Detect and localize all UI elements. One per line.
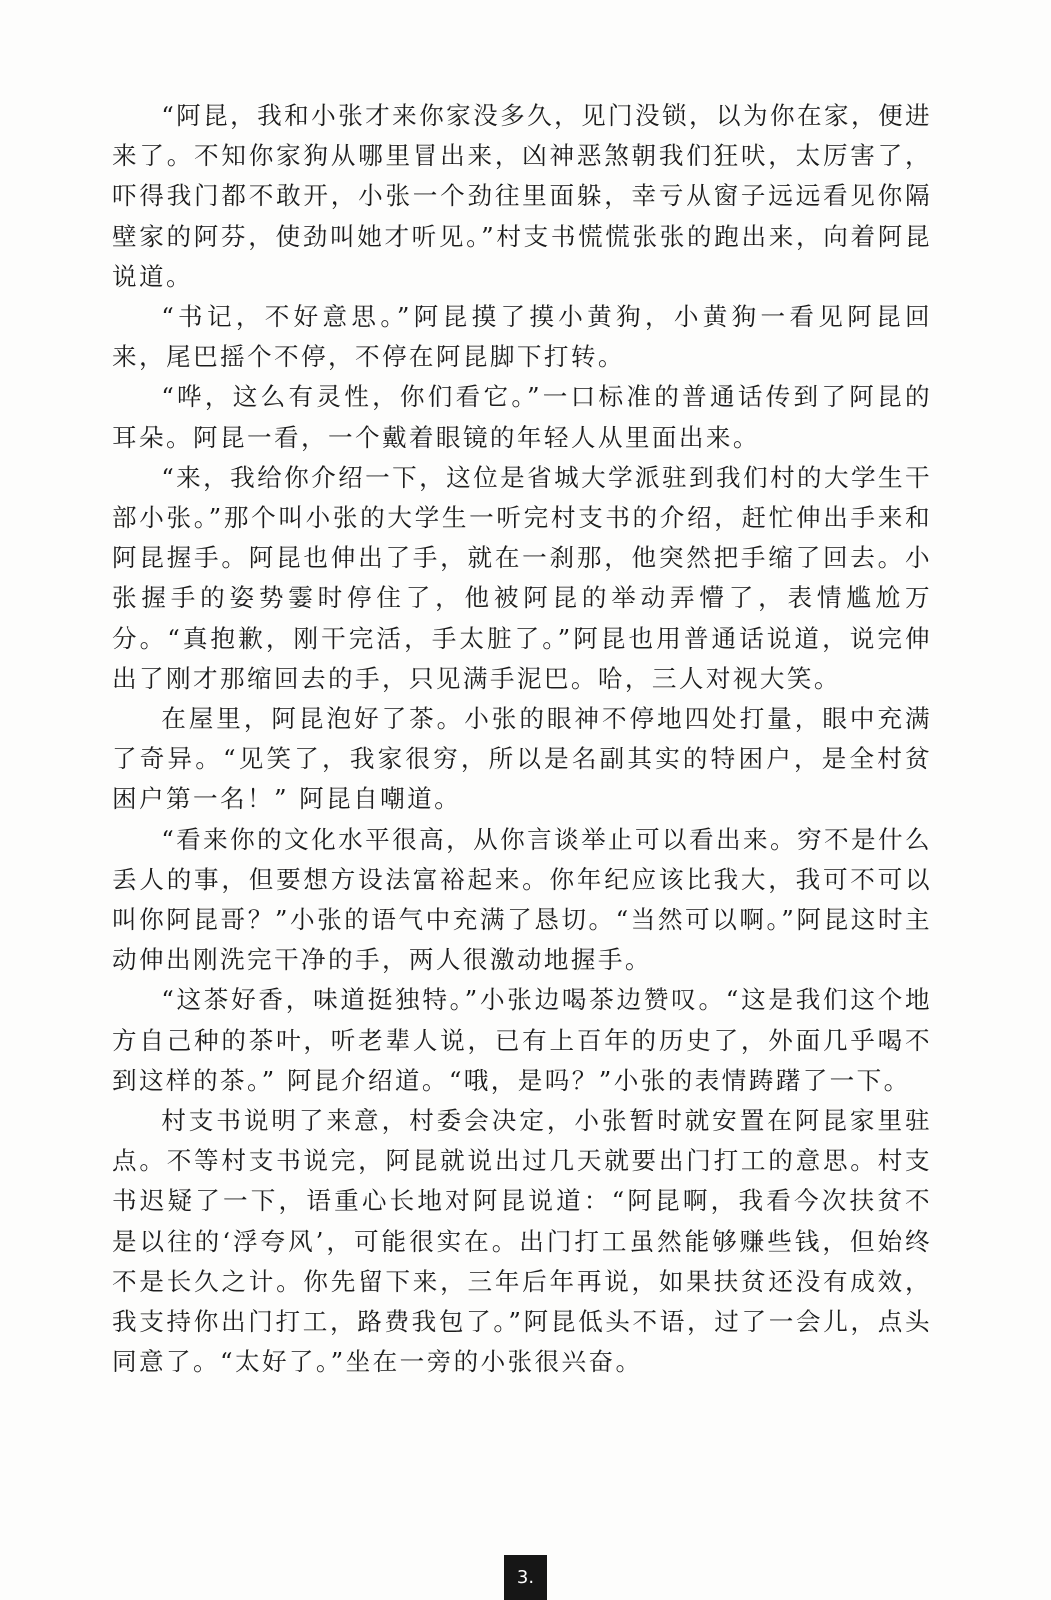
story-text: [112, 96, 932, 1383]
paragraph-7: “这茶好香，味道挺独特。”小张边喝茶边赞叹。“这是我们这个地方自己种的茶叶，听老辈人说，已有上百年的历史了，外面几乎喝不到这样的茶。” 阿昆介绍道。“哦，是吗？”小张的表情踌躇了一下。: [112, 985, 932, 1095]
paragraph-1: “阿昆，我和小张才来你家没多久，见门没锁，以为你在家，便进来了。不知你家狗从哪里冒出来，凶神恶煞朝我们狂吠，太厉害了，吓得我门都不敢开，小张一个劲往里面躲，幸亏从窗子远远看见你隔壁家的阿芬，使劲叫她才听见。”村支书慌慌张张的跑出来，向着阿昆说道。: [112, 101, 932, 291]
paragraph-3: “哗，这么有灵性，你们看它。”一口标准的普通话传到了阿昆的耳朵。阿昆一看，一个戴着眼镜的年轻人从里面出来。: [112, 382, 932, 452]
paragraph-5: 在屋里，阿昆泡好了茶。小张的眼神不停地四处打量，眼中充满了奇异。“见笑了，我家很穷，所以是名副其实的特困户，是全村贫困户第一名！” 阿昆自嘲道。: [112, 704, 932, 814]
paragraph-4: “来，我给你介绍一下，这位是省城大学派驻到我们村的大学生干部小张。”那个叫小张的大学生一听完村支书的介绍，赶忙伸出手来和阿昆握手。阿昆也伸出了手，就在一刹那，他突然把手缩了回去。小张握手的姿势霎时停住了，他被阿昆的举动弄懵了，表情尴尬万分。“真抱歉，刚干完活，手太脏了。”阿昆也用普通话说道，说完伸出了刚才那缩回去的手，只见满手泥巴。哈，三人对视大笑。: [112, 462, 932, 693]
page-number-badge: 3.: [504, 1555, 547, 1600]
paragraph-2: “书记，不好意思。”阿昆摸了摸小黄狗，小黄狗一看见阿昆回来，尾巴摇个不停，不停在阿昆脚下打转。: [112, 302, 932, 372]
paragraph-6: “看来你的文化水平很高，从你言谈举止可以看出来。穷不是什么丢人的事，但要想方设法富裕起来。你年纪应该比我大，我可不可以叫你阿昆哥？”小张的语气中充满了恳切。“当然可以啊。”阿昆这时主动伸出刚洗完干净的手，两人很激动地握手。: [112, 824, 932, 975]
paragraph-8: 村支书说明了来意，村委会决定，小张暂时就安置在阿昆家里驻点。不等村支书说完，阿昆就说出过几天就要出门打工的意思。村支书迟疑了一下，语重心长地对阿昆说道：“阿昆啊，我看今次扶贫不是以往的‘浮夸风’，可能很实在。出门打工虽然能够赚些钱，但始终不是长久之计。你先留下来，三年后年再说，如果扶贫还没有成效，我支持你出门打工，路费我包了。”阿昆低头不语，过了一会儿，点头同意了。“太好了。”坐在一旁的小张很兴奋。: [112, 1106, 932, 1377]
